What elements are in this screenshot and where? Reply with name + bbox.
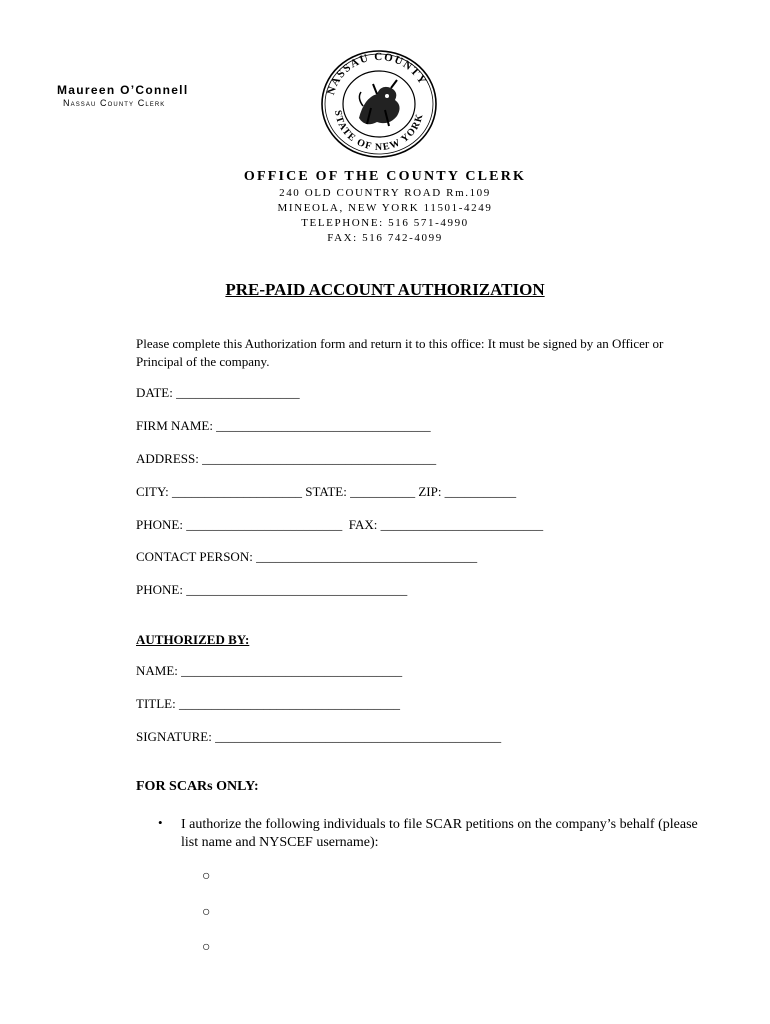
sub-bullet-icon[interactable]: ○ <box>202 940 211 955</box>
svg-text:STATE OF NEW YORK: STATE OF NEW YORK <box>331 109 426 154</box>
office-address-line-2: MINEOLA, NEW YORK 11501-4249 <box>277 202 493 214</box>
phone-fax-field[interactable]: PHONE: ________________________ FAX: _________________________ <box>136 517 544 532</box>
firm-name-field[interactable]: FIRM NAME: _________________________________ <box>136 418 431 433</box>
sub-bullet-icon[interactable]: ○ <box>202 869 211 884</box>
sub-bullet-icon[interactable]: ○ <box>202 905 211 920</box>
scar-authorization-text: I authorize the following individuals to file SCAR petitions on the company’s behalf (please list name and NYSCEF username): <box>181 817 698 850</box>
office-fax: FAX: 516 742-4099 <box>327 232 443 244</box>
contact-phone-field[interactable]: PHONE: __________________________________ <box>136 582 408 597</box>
date-field[interactable]: DATE: ___________________ <box>136 385 300 400</box>
clerk-name: Maureen O’Connell <box>57 83 189 97</box>
contact-person-field[interactable]: CONTACT PERSON: __________________________________ <box>136 549 478 564</box>
authorizer-title-field[interactable]: TITLE: __________________________________ <box>136 696 400 711</box>
scar-heading: FOR SCARs ONLY: <box>136 779 259 794</box>
county-seal <box>319 48 439 160</box>
office-address-line-1: 240 OLD COUNTRY ROAD Rm.109 <box>279 187 491 199</box>
svg-text:NASSAU COUNTY: NASSAU COUNTY <box>325 51 429 97</box>
authorized-by-heading: AUTHORIZED BY: <box>136 632 250 647</box>
authorizer-name-field[interactable]: NAME: __________________________________ <box>136 663 403 678</box>
form-title: PRE-PAID ACCOUNT AUTHORIZATION <box>225 280 545 299</box>
address-field[interactable]: ADDRESS: ____________________________________ <box>136 451 437 466</box>
form-instructions: Please complete this Authorization form and return it to this office: It must be signed by an Officer or Principal of the company. <box>136 336 664 369</box>
bullet-icon: • <box>158 815 163 830</box>
office-telephone: TELEPHONE: 516 571-4990 <box>301 217 469 229</box>
city-state-zip-field[interactable]: CITY: ____________________ STATE: __________ ZIP: ___________ <box>136 484 517 499</box>
office-title: OFFICE OF THE COUNTY CLERK <box>243 169 527 184</box>
clerk-title: Nassau County Clerk <box>63 98 166 108</box>
signature-field[interactable]: SIGNATURE: ____________________________________________ <box>136 729 502 744</box>
